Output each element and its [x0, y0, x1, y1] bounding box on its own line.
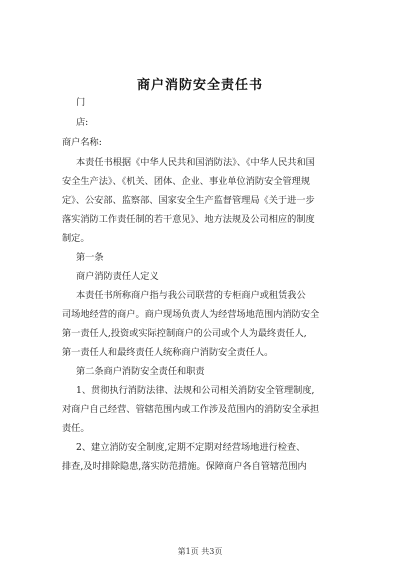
text-line: 2、建立消防安全制度,定期不定期对经营场地进行检查、 [76, 442, 306, 453]
text-line: 司场地经营的商户。商户现场负责人为经营场地范围内消防安全 [62, 309, 320, 320]
text-line: 排查,及时排除隐患,落实防范措施。保障商户各自管辖范围内 [62, 461, 307, 472]
text-line: 本责任书根据《中华人民共和国消防法》、《中华人民共和国 [76, 157, 315, 168]
text-line: 对商户自己经营、管辖范围内或工作涉及范围内的消防安全承担 [62, 404, 320, 415]
text-line: 落实消防工作责任制的若干意见》、地方法规及公司相应的制度 [62, 214, 315, 225]
text-line: 第一责任人,投资或实际控制商户的公司或个人为最终责任人, [62, 328, 307, 339]
section-heading: 第二条商户消防安全责任和职责 [76, 366, 205, 377]
text-line: 定》、公安部、监察部、国家安全生产监督管理局《关于进一步 [62, 195, 315, 206]
document-title: 商户消防安全责任书 [136, 78, 263, 93]
section-heading: 第一条 [76, 252, 104, 263]
text-line: 本责任书所称商户指与我公司联营的专柜商户或租赁我公 [76, 290, 306, 301]
text-line: 商户名称: [62, 137, 102, 148]
section-heading: 商户消防责任人定义 [76, 271, 159, 282]
page-number: 第1页 共3页 [177, 547, 223, 556]
text-line: 责任。 [62, 423, 90, 434]
text-line: 第一责任人和最终责任人统称商户消防安全责任人。 [62, 347, 274, 358]
text-line: 门 [76, 97, 86, 108]
text-line: 店: [76, 117, 89, 128]
text-line: 安全生产法》、《机关、团体、企业、事业单位消防安全管理规 [62, 176, 311, 187]
text-line: 制定。 [62, 233, 90, 244]
text-line: 1、贯彻执行消防法律、法规和公司相关消防安全管理制度, [76, 385, 315, 396]
